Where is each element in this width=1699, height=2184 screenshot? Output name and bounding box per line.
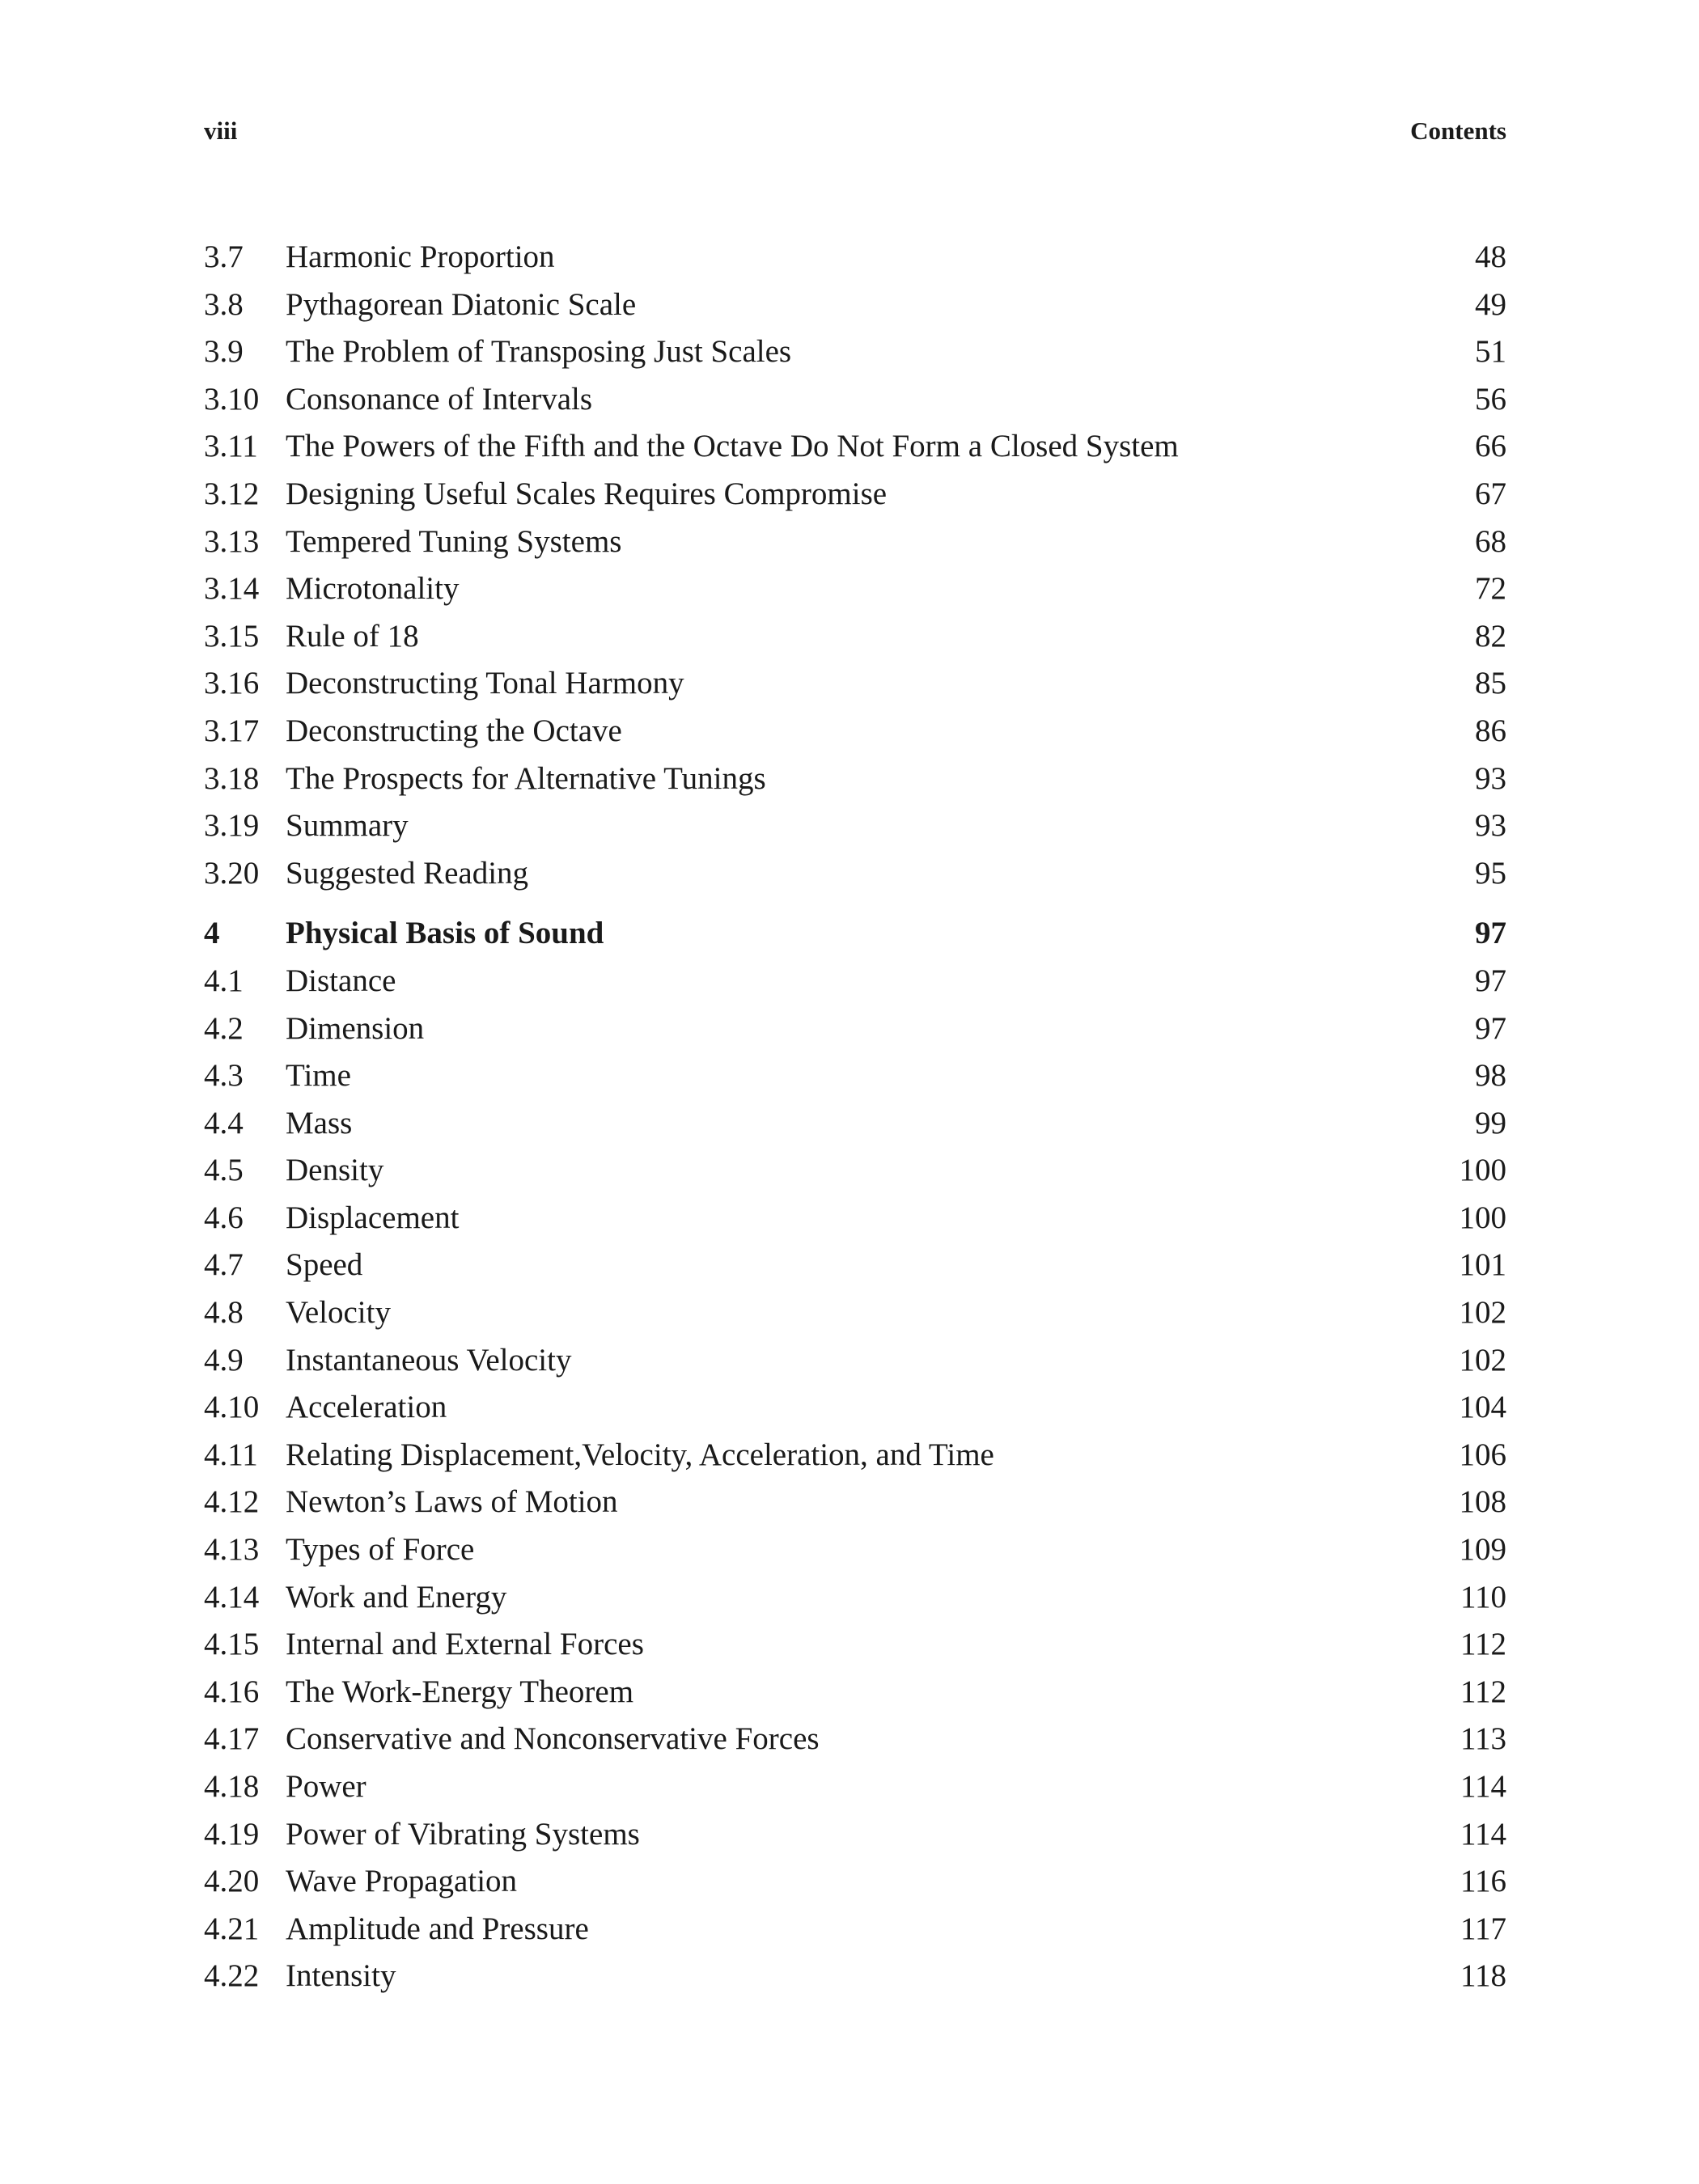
toc-entry[interactable] bbox=[204, 1337, 1506, 1385]
toc-entry-page: 56 bbox=[1475, 381, 1506, 417]
toc-entry-page: 72 bbox=[1475, 571, 1506, 607]
toc-entry[interactable] bbox=[204, 1953, 1506, 2000]
toc-entry-page: 113 bbox=[1460, 1721, 1506, 1757]
toc-entry-page: 109 bbox=[1459, 1532, 1506, 1568]
toc-entry-title: Amplitude and Pressure bbox=[286, 1911, 589, 1946]
toc-entry-number: 4.17 bbox=[204, 1721, 260, 1757]
toc-entry[interactable] bbox=[204, 756, 1506, 803]
toc-entry-title: Power bbox=[286, 1769, 366, 1804]
toc-entry-number: 3.12 bbox=[204, 476, 260, 511]
toc-entry-title: Microtonality bbox=[286, 571, 460, 607]
toc-entry-number: 4.2 bbox=[204, 1010, 244, 1046]
toc-entry-title: The Problem of Transposing Just Scales bbox=[286, 334, 792, 370]
toc-entry-title: Power of Vibrating Systems bbox=[286, 1816, 640, 1852]
toc-entry-number: 3.13 bbox=[204, 523, 260, 559]
toc-entry-page: 82 bbox=[1475, 618, 1506, 654]
toc-entry[interactable] bbox=[204, 1906, 1506, 1953]
running-title: Contents bbox=[1410, 116, 1506, 145]
toc-entry[interactable] bbox=[204, 423, 1506, 471]
toc-entry-page: 48 bbox=[1475, 239, 1506, 274]
toc-entry-page: 117 bbox=[1460, 1911, 1506, 1946]
toc-entry-title: Relating Displacement,Velocity, Acceleration, and Time bbox=[286, 1437, 994, 1472]
toc-entry[interactable] bbox=[204, 660, 1506, 708]
toc-entry-page: 114 bbox=[1460, 1816, 1506, 1852]
toc-entry-number: 3.7 bbox=[204, 239, 244, 274]
toc-entry-page: 116 bbox=[1460, 1864, 1506, 1899]
toc-entry-page: 108 bbox=[1459, 1484, 1506, 1520]
toc-entry[interactable] bbox=[204, 1242, 1506, 1289]
toc-entry-page: 95 bbox=[1475, 855, 1506, 891]
toc-entry-number: 3.9 bbox=[204, 334, 244, 370]
toc-entry-title: Deconstructing Tonal Harmony bbox=[286, 666, 684, 701]
toc-entry-number: 4.3 bbox=[204, 1058, 244, 1094]
toc-entry[interactable] bbox=[204, 1384, 1506, 1432]
toc-entry-page: 102 bbox=[1459, 1342, 1506, 1378]
toc-entry-page: 49 bbox=[1475, 286, 1506, 322]
toc-entry-number: 4.16 bbox=[204, 1674, 260, 1709]
toc-entry-number: 3.19 bbox=[204, 808, 260, 844]
toc-entry-page: 97 bbox=[1475, 916, 1506, 951]
toc-entry[interactable] bbox=[204, 234, 1506, 281]
toc-entry-page: 51 bbox=[1475, 334, 1506, 370]
toc-entry-title: The Powers of the Fifth and the Octave Do Not Form a Closed System bbox=[286, 429, 1179, 464]
toc-entry-page: 102 bbox=[1459, 1295, 1506, 1331]
toc-entry-number: 4.7 bbox=[204, 1247, 244, 1283]
toc-entry-title: Conservative and Nonconservative Forces bbox=[286, 1721, 820, 1757]
toc-entry-title: Velocity bbox=[286, 1295, 391, 1331]
toc-entry-title: Intensity bbox=[286, 1958, 396, 1994]
toc-entry[interactable] bbox=[204, 1147, 1506, 1195]
toc-entry-number: 4.9 bbox=[204, 1342, 244, 1378]
toc-entry-page: 67 bbox=[1475, 476, 1506, 511]
toc-entry-number: 3.8 bbox=[204, 286, 244, 322]
toc-entry[interactable] bbox=[204, 1100, 1506, 1148]
toc-entry[interactable] bbox=[204, 1526, 1506, 1574]
toc-entry-number: 3.16 bbox=[204, 666, 260, 701]
toc-entry[interactable] bbox=[204, 850, 1506, 898]
toc-entry-number: 4.11 bbox=[204, 1437, 258, 1472]
toc-entry-title: Tempered Tuning Systems bbox=[286, 523, 622, 559]
toc-entry-title: Instantaneous Velocity bbox=[286, 1342, 572, 1378]
toc-entry-number: 4.15 bbox=[204, 1627, 260, 1662]
toc-entry[interactable] bbox=[204, 1574, 1506, 1622]
toc-entry-page: 104 bbox=[1459, 1390, 1506, 1425]
toc-entry-page: 101 bbox=[1459, 1247, 1506, 1283]
toc-entry-page: 100 bbox=[1459, 1153, 1506, 1188]
toc-entry-number: 4 bbox=[204, 916, 220, 951]
toc-entry-page: 68 bbox=[1475, 523, 1506, 559]
toc-entry-title: Time bbox=[286, 1058, 351, 1094]
toc-entry[interactable] bbox=[204, 471, 1506, 518]
toc-entry-number: 4.1 bbox=[204, 963, 244, 998]
toc-entry[interactable] bbox=[204, 1005, 1506, 1053]
toc-entry-page: 93 bbox=[1475, 760, 1506, 796]
toc-entry-title: Harmonic Proportion bbox=[286, 239, 555, 274]
toc-entry-page: 98 bbox=[1475, 1058, 1506, 1094]
toc-entry[interactable] bbox=[204, 1858, 1506, 1906]
toc-entry-title: Density bbox=[286, 1153, 384, 1188]
toc-entry-number: 4.12 bbox=[204, 1484, 260, 1520]
toc-entry-title: Pythagorean Diatonic Scale bbox=[286, 286, 637, 322]
toc-entry-number: 4.8 bbox=[204, 1295, 244, 1331]
toc-entry-page: 112 bbox=[1460, 1674, 1506, 1709]
toc-entry-title: Wave Propagation bbox=[286, 1864, 518, 1899]
toc-entry-title: Consonance of Intervals bbox=[286, 381, 593, 417]
toc-entry[interactable] bbox=[204, 1195, 1506, 1242]
toc-entry-number: 4.19 bbox=[204, 1816, 260, 1852]
toc-entry-number: 4.13 bbox=[204, 1532, 260, 1568]
toc-entry[interactable] bbox=[204, 1811, 1506, 1859]
toc-entry-page: 66 bbox=[1475, 429, 1506, 464]
toc-entry-page: 110 bbox=[1460, 1579, 1506, 1615]
toc-entry-page: 97 bbox=[1475, 1010, 1506, 1046]
toc-entry-title: Mass bbox=[286, 1105, 353, 1141]
toc-entry-page: 100 bbox=[1459, 1200, 1506, 1235]
toc-entry[interactable] bbox=[204, 328, 1506, 376]
toc-entry[interactable] bbox=[204, 958, 1506, 1005]
toc-entry-title: Physical Basis of Sound bbox=[286, 916, 604, 951]
toc-entry-title: Speed bbox=[286, 1247, 363, 1283]
toc-entry-page: 106 bbox=[1459, 1437, 1506, 1472]
toc-entry[interactable] bbox=[204, 1052, 1506, 1100]
toc-entry-title: Work and Energy bbox=[286, 1579, 507, 1615]
toc-entry[interactable] bbox=[204, 376, 1506, 424]
toc-entry[interactable] bbox=[204, 1716, 1506, 1763]
toc-entry[interactable] bbox=[204, 281, 1506, 329]
page-number: viii bbox=[204, 116, 238, 145]
toc-entry-title: Summary bbox=[286, 808, 409, 844]
toc-entry-number: 4.22 bbox=[204, 1958, 260, 1994]
toc-entry-title: Deconstructing the Octave bbox=[286, 713, 622, 748]
toc-entry[interactable] bbox=[204, 518, 1506, 566]
toc-entry-page: 86 bbox=[1475, 713, 1506, 748]
toc-entry-number: 4.5 bbox=[204, 1153, 244, 1188]
toc-entry[interactable] bbox=[204, 613, 1506, 661]
toc-entry[interactable] bbox=[204, 708, 1506, 756]
toc-entry-number: 4.10 bbox=[204, 1390, 260, 1425]
toc-entry-number: 3.11 bbox=[204, 429, 258, 464]
toc-entry-title: Rule of 18 bbox=[286, 618, 419, 654]
toc-entry-number: 4.21 bbox=[204, 1911, 260, 1946]
toc-entry-title: The Work-Energy Theorem bbox=[286, 1674, 634, 1709]
toc-entry-number: 3.20 bbox=[204, 855, 260, 891]
toc-entry-title: The Prospects for Alternative Tunings bbox=[286, 760, 766, 796]
toc-entry[interactable] bbox=[204, 1432, 1506, 1479]
toc-entry-number: 4.6 bbox=[204, 1200, 244, 1235]
toc-entry-number: 4.4 bbox=[204, 1105, 244, 1141]
toc-entry-page: 118 bbox=[1460, 1958, 1506, 1994]
toc-entry-number: 3.18 bbox=[204, 760, 260, 796]
toc-entry-title: Types of Force bbox=[286, 1532, 475, 1568]
toc-entry[interactable] bbox=[204, 1289, 1506, 1337]
table-of-contents bbox=[204, 234, 1506, 2000]
toc-entry[interactable] bbox=[204, 802, 1506, 850]
toc-entry[interactable] bbox=[204, 1621, 1506, 1669]
toc-entry-title: Displacement bbox=[286, 1200, 460, 1235]
toc-entry-page: 112 bbox=[1460, 1627, 1506, 1662]
toc-entry-number: 3.17 bbox=[204, 713, 260, 748]
toc-entry-number: 3.10 bbox=[204, 381, 260, 417]
toc-entry-title: Newton’s Laws of Motion bbox=[286, 1484, 618, 1520]
toc-entry-page: 99 bbox=[1475, 1105, 1506, 1141]
toc-entry-title: Dimension bbox=[286, 1010, 425, 1046]
toc-entry-number: 4.18 bbox=[204, 1769, 260, 1804]
toc-entry[interactable] bbox=[204, 565, 1506, 613]
toc-entry-title: Acceleration bbox=[286, 1390, 447, 1425]
toc-entry-page: 93 bbox=[1475, 808, 1506, 844]
toc-entry-title: Suggested Reading bbox=[286, 855, 529, 891]
toc-entry[interactable] bbox=[204, 1763, 1506, 1811]
toc-entry-title: Internal and External Forces bbox=[286, 1627, 644, 1662]
toc-entry-title: Designing Useful Scales Requires Compromise bbox=[286, 476, 888, 511]
running-head bbox=[204, 115, 1506, 147]
toc-entry-number: 3.14 bbox=[204, 571, 260, 607]
toc-chapter-entry[interactable] bbox=[204, 910, 1506, 958]
toc-entry-page: 97 bbox=[1475, 963, 1506, 998]
toc-entry-page: 114 bbox=[1460, 1769, 1506, 1804]
toc-entry-number: 4.14 bbox=[204, 1579, 260, 1615]
toc-entry[interactable] bbox=[204, 1669, 1506, 1716]
toc-entry-number: 3.15 bbox=[204, 618, 260, 654]
toc-entry-number: 4.20 bbox=[204, 1864, 260, 1899]
toc-entry-page: 85 bbox=[1475, 666, 1506, 701]
toc-entry[interactable] bbox=[204, 1479, 1506, 1526]
toc-entry-title: Distance bbox=[286, 963, 396, 998]
